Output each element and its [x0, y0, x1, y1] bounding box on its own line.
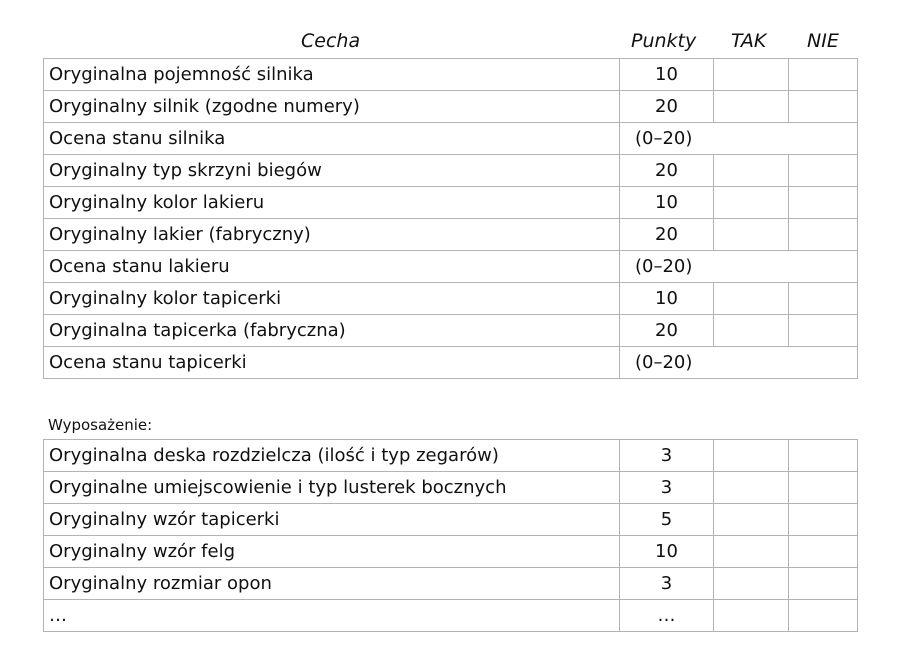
feature-label: Oryginalna pojemność silnika	[44, 59, 620, 91]
table-row	[44, 59, 858, 91]
header-nie: NIE	[807, 30, 839, 52]
points-cell: 10	[620, 536, 714, 568]
points-cell: (0–20)	[620, 251, 858, 283]
feature-label: Oryginalny typ skrzyni biegów	[44, 155, 620, 187]
points-cell: 5	[620, 504, 714, 536]
nie-checkbox-cell[interactable]	[789, 600, 858, 632]
feature-label: Oryginalny wzór tapicerki	[44, 504, 620, 536]
tak-checkbox-cell[interactable]	[714, 504, 789, 536]
feature-label: Oryginalny lakier (fabryczny)	[44, 219, 620, 251]
header-cecha: Cecha	[301, 30, 361, 52]
feature-label: Oryginalne umiejscowienie i typ lusterek bocznych	[44, 472, 620, 504]
table-row	[44, 472, 858, 504]
points-cell: 10	[620, 187, 714, 219]
nie-checkbox-cell[interactable]	[789, 155, 858, 187]
table-row	[44, 283, 858, 315]
feature-label: Ocena stanu lakieru	[44, 251, 620, 283]
table-row	[44, 347, 858, 379]
nie-checkbox-cell[interactable]	[789, 440, 858, 472]
nie-checkbox-cell[interactable]	[789, 59, 858, 91]
table-row	[44, 536, 858, 568]
points-cell: 3	[620, 568, 714, 600]
features-table	[43, 58, 858, 379]
tak-checkbox-cell[interactable]	[714, 440, 789, 472]
nie-checkbox-cell[interactable]	[789, 283, 858, 315]
nie-checkbox-cell[interactable]	[789, 187, 858, 219]
tak-checkbox-cell[interactable]	[714, 59, 789, 91]
points-cell: 20	[620, 155, 714, 187]
tak-checkbox-cell[interactable]	[714, 283, 789, 315]
tak-checkbox-cell[interactable]	[714, 600, 789, 632]
nie-checkbox-cell[interactable]	[789, 568, 858, 600]
table-row	[44, 440, 858, 472]
table-row	[44, 315, 858, 347]
feature-label: …	[44, 600, 620, 632]
feature-label: Ocena stanu silnika	[44, 123, 620, 155]
section-label-wyposazenie: Wyposażenie:	[48, 416, 153, 434]
nie-checkbox-cell[interactable]	[789, 536, 858, 568]
tak-checkbox-cell[interactable]	[714, 155, 789, 187]
tak-checkbox-cell[interactable]	[714, 91, 789, 123]
tak-checkbox-cell[interactable]	[714, 187, 789, 219]
equipment-table	[43, 439, 858, 632]
points-cell: 20	[620, 315, 714, 347]
table-header	[43, 30, 857, 56]
tak-checkbox-cell[interactable]	[714, 568, 789, 600]
feature-label: Oryginalna tapicerka (fabryczna)	[44, 315, 620, 347]
points-cell: 3	[620, 440, 714, 472]
nie-checkbox-cell[interactable]	[789, 472, 858, 504]
tak-checkbox-cell[interactable]	[714, 536, 789, 568]
table-row	[44, 251, 858, 283]
table-row	[44, 155, 858, 187]
feature-label: Oryginalny kolor lakieru	[44, 187, 620, 219]
nie-checkbox-cell[interactable]	[789, 219, 858, 251]
table-row	[44, 91, 858, 123]
points-cell: 10	[620, 59, 714, 91]
tak-checkbox-cell[interactable]	[714, 219, 789, 251]
points-cell: 20	[620, 91, 714, 123]
nie-checkbox-cell[interactable]	[789, 315, 858, 347]
points-cell: (0–20)	[620, 347, 858, 379]
header-punkty: Punkty	[631, 30, 697, 52]
tak-checkbox-cell[interactable]	[714, 472, 789, 504]
nie-checkbox-cell[interactable]	[789, 91, 858, 123]
feature-label: Oryginalny rozmiar opon	[44, 568, 620, 600]
points-cell: …	[620, 600, 714, 632]
feature-label: Oryginalny silnik (zgodne numery)	[44, 91, 620, 123]
feature-label: Oryginalna deska rozdzielcza (ilość i typ zegarów)	[44, 440, 620, 472]
header-tak: TAK	[731, 30, 767, 52]
table-row	[44, 219, 858, 251]
nie-checkbox-cell[interactable]	[789, 504, 858, 536]
points-cell: 3	[620, 472, 714, 504]
table-row	[44, 187, 858, 219]
table-row	[44, 568, 858, 600]
table-row	[44, 123, 858, 155]
points-cell: 10	[620, 283, 714, 315]
table-row	[44, 504, 858, 536]
feature-label: Oryginalny kolor tapicerki	[44, 283, 620, 315]
points-cell: (0–20)	[620, 123, 858, 155]
table-row	[44, 600, 858, 632]
tak-checkbox-cell[interactable]	[714, 315, 789, 347]
feature-label: Ocena stanu tapicerki	[44, 347, 620, 379]
feature-label: Oryginalny wzór felg	[44, 536, 620, 568]
points-cell: 20	[620, 219, 714, 251]
